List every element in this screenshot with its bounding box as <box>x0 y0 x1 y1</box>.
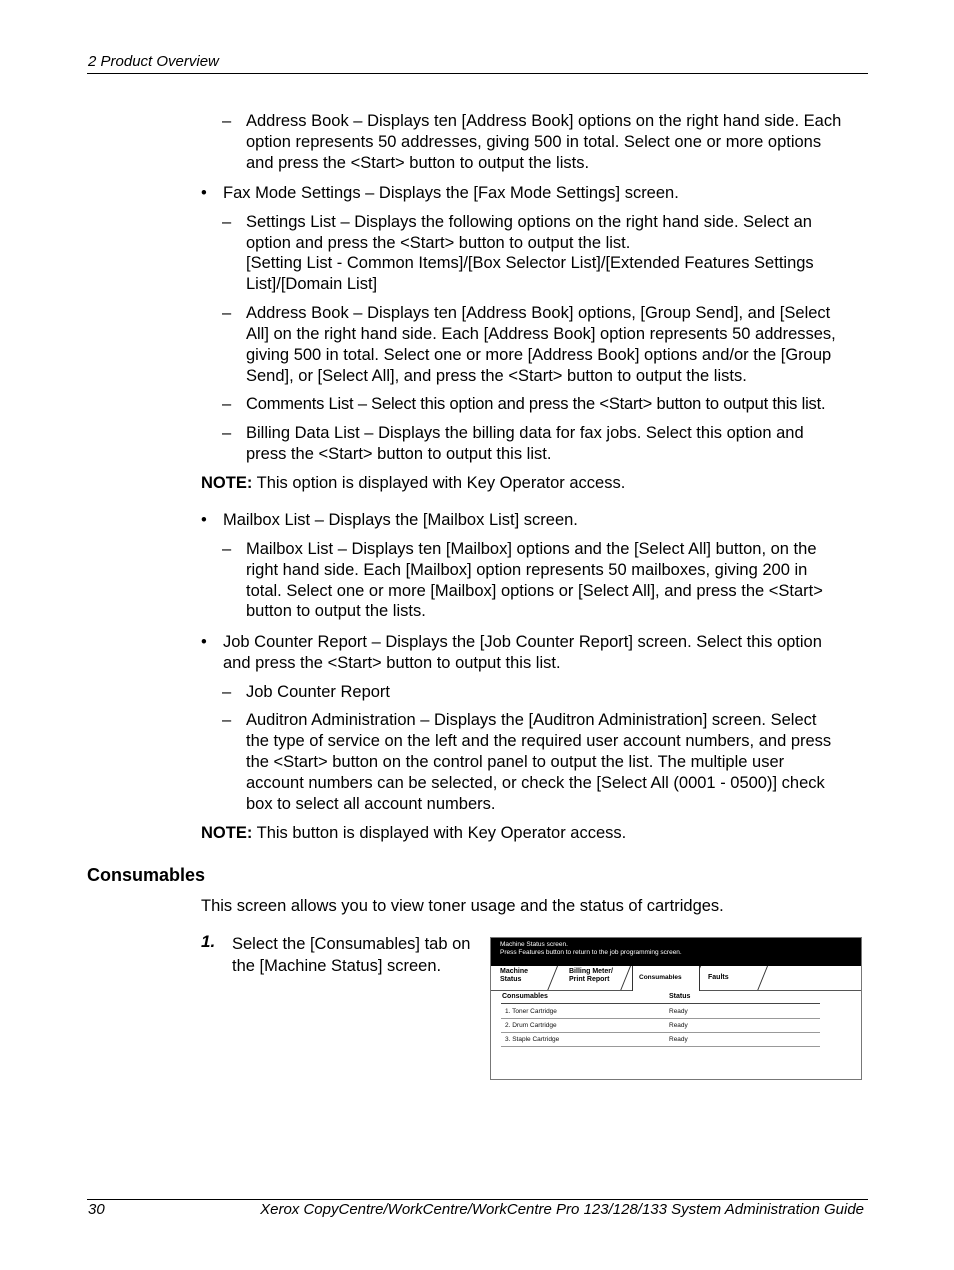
list-line: Address Book – Displays ten [Address Book] options on the right hand side. Each <box>246 112 842 130</box>
list-line: Settings List – Displays the following options on the right hand side. Select an <box>246 213 812 231</box>
consumable-status: Ready <box>669 1008 688 1015</box>
list-line: Fax Mode Settings – Displays the [Fax Mode Settings] screen. <box>223 184 679 202</box>
list-line: Address Book – Displays ten [Address Book] options, [Group Send], and [Select <box>246 304 831 322</box>
list-marker: – <box>222 304 232 322</box>
row-rule <box>501 1032 820 1033</box>
note-option <box>201 473 625 494</box>
running-header: 2 Product Overview <box>88 53 219 70</box>
message-line: Press Features button to return to the job programming screen. <box>500 949 682 956</box>
list-marker: – <box>222 395 232 413</box>
list-line: Mailbox List – Displays ten [Mailbox] options and the [Select All] button, on the <box>246 540 817 558</box>
note-button <box>201 823 626 844</box>
message-line: Machine Status screen. <box>500 941 568 948</box>
list-line: Job Counter Report <box>246 683 390 701</box>
tab-label: Billing Meter/ <box>569 968 613 975</box>
guide-title: Xerox CopyCentre/WorkCentre/WorkCentre Pro 123/128/133 System Administration Guide <box>260 1201 864 1218</box>
list-marker: – <box>222 711 232 729</box>
list-marker: • <box>201 633 207 651</box>
list-line: Job Counter Report – Displays the [Job Counter Report] screen. Select this option <box>223 633 822 651</box>
consumable-status: Ready <box>669 1036 688 1043</box>
consumable-name: 2. Drum Cartridge <box>505 1022 557 1029</box>
list-line: total. Select one or more [Mailbox] options or [Select All], and press the <Start> <box>246 582 823 600</box>
list-line: the <Start> button on the control panel to output the list. The multiple user <box>246 753 785 771</box>
list-line: Billing Data List – Displays the billing data for fax jobs. Select this option and <box>246 424 804 442</box>
note-label: NOTE: <box>201 474 253 492</box>
column-header-consumables: Consumables <box>502 993 548 1000</box>
list-line: giving 500 in total. Select one or more [Address Book] options and/or the [Group <box>246 346 832 364</box>
tab-label: Print Report <box>569 976 610 983</box>
list-line: and press the <Start> button to output the lists. <box>246 154 590 172</box>
footer-rule <box>87 1199 868 1200</box>
list-line: Auditron Administration – Displays the [Auditron Administration] screen. Select <box>246 711 817 729</box>
note-label: NOTE: <box>201 824 253 842</box>
list-marker: – <box>222 213 232 231</box>
list-line: press the <Start> button to output this list. <box>246 445 552 463</box>
header-rule <box>87 73 868 74</box>
consumable-name: 1. Toner Cartridge <box>505 1008 557 1015</box>
list-line: button to output the lists. <box>246 602 426 620</box>
step-text-line: Select the [Consumables] tab on <box>232 935 471 953</box>
list-line: All] on the right hand side. Each [Address Book] option represents 50 addresses, <box>246 325 836 343</box>
list-line: box to select all account numbers. <box>246 795 496 813</box>
row-rule <box>501 1046 820 1047</box>
note-text: This option is displayed with Key Operator access. <box>252 474 626 492</box>
list-line: option and press the <Start> button to output the list. <box>246 234 631 252</box>
list-line: option represents 50 addresses, giving 500 in total. Select one or more options <box>246 133 822 151</box>
tab-faults[interactable] <box>708 974 729 995</box>
message-bar <box>491 938 861 966</box>
list-line: List]/[Domain List] <box>246 275 378 293</box>
column-header-status: Status <box>669 993 691 1000</box>
tab-label: Machine <box>500 968 529 975</box>
tab-machine-status[interactable] <box>500 968 528 989</box>
consumable-status: Ready <box>669 1022 688 1029</box>
list-marker: – <box>222 112 232 130</box>
list-line: Comments List – Select this option and press the <Start> button to output this list. <box>246 395 826 413</box>
list-line: and press the <Start> button to output this list. <box>223 654 561 672</box>
page-number: 30 <box>88 1201 105 1218</box>
table-rule <box>501 1003 820 1004</box>
list-line: the type of service on the left and the required user account numbers, and press <box>246 732 832 750</box>
list-marker: – <box>222 540 232 558</box>
list-line: Send], or [Select All], and press the <Start> button to output the lists. <box>246 367 747 385</box>
list-line: account numbers can be selected, or check the [Select All (0001 - 0500)] check <box>246 774 825 792</box>
tab-label: Consumables <box>639 974 682 981</box>
tab-label: Faults <box>708 974 729 981</box>
step-number: 1. <box>201 932 216 951</box>
tab-billing-meter[interactable] <box>569 968 613 989</box>
row-rule <box>501 1018 820 1019</box>
consumable-name: 3. Staple Cartridge <box>505 1036 560 1043</box>
list-line: right hand side. Each [Mailbox] option represents 50 mailboxes, giving 200 in <box>246 561 808 579</box>
consumables-heading: Consumables <box>87 865 206 885</box>
list-line: [Setting List - Common Items]/[Box Selector List]/[Extended Features Settings <box>246 254 814 272</box>
step-text-line: the [Machine Status] screen. <box>232 957 442 975</box>
list-marker: – <box>222 424 232 442</box>
machine-status-screen <box>490 937 862 1080</box>
list-marker: • <box>201 184 207 202</box>
list-marker: – <box>222 683 232 701</box>
tab-consumables[interactable] <box>639 974 682 995</box>
list-marker: • <box>201 511 207 529</box>
note-text: This button is displayed with Key Operator access. <box>252 824 627 842</box>
list-line: Mailbox List – Displays the [Mailbox List] screen. <box>223 511 578 529</box>
tab-label: Status <box>500 976 522 983</box>
consumables-intro: This screen allows you to view toner usage and the status of cartridges. <box>201 897 724 915</box>
